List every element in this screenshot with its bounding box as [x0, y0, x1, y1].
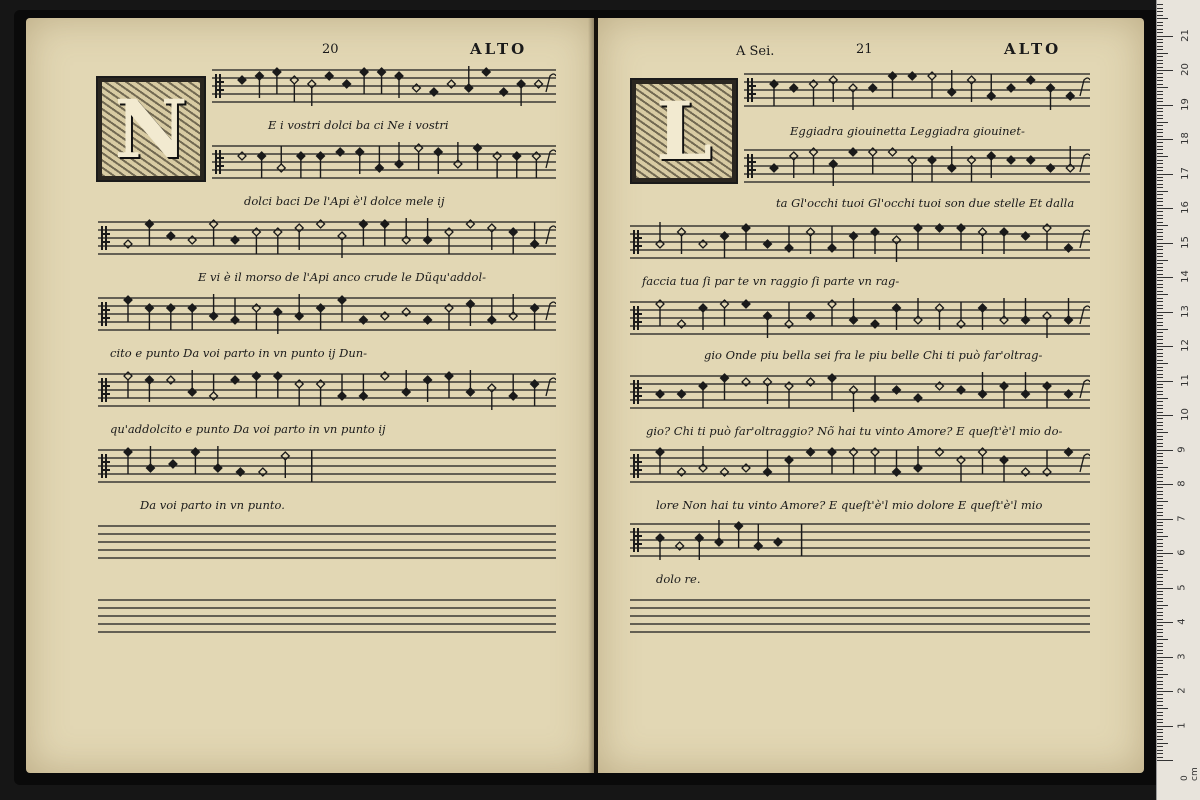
ruler-tick	[1157, 136, 1163, 137]
ruler-tick	[1157, 605, 1168, 606]
staff	[98, 218, 556, 258]
ruler-tick	[1157, 232, 1163, 233]
ruler-tick	[1157, 46, 1163, 47]
ruler-tick	[1157, 39, 1163, 40]
ruler-tick	[1157, 87, 1168, 88]
ruler-tick	[1157, 705, 1163, 706]
ruler-tick	[1157, 401, 1163, 402]
ruler-tick	[1157, 191, 1168, 192]
ruler-tick	[1157, 412, 1163, 413]
ruler-tick	[1157, 739, 1163, 740]
ruler-tick	[1157, 236, 1163, 237]
ruler-tick	[1157, 322, 1163, 323]
ruler-unit-label: 0 cm	[1180, 767, 1200, 781]
ruler-tick	[1157, 56, 1163, 57]
ruler-tick	[1157, 622, 1173, 623]
ruler-tick	[1157, 194, 1163, 195]
ruler-tick	[1157, 215, 1163, 216]
left-voice-title: ALTO	[470, 40, 528, 58]
ruler-tick	[1157, 177, 1163, 178]
ruler-tick	[1157, 474, 1163, 475]
ruler-tick	[1157, 108, 1163, 109]
ruler-number: 1	[1176, 721, 1188, 729]
ruler-tick	[1157, 581, 1163, 582]
ruler-tick	[1157, 222, 1163, 223]
ruler-tick	[1157, 291, 1163, 292]
ruler-tick	[1157, 115, 1163, 116]
ruler-tick	[1157, 329, 1168, 330]
ruler-tick	[1157, 439, 1163, 440]
ruler-tick	[1157, 101, 1163, 102]
ruler-tick	[1157, 563, 1163, 564]
ruler-tick	[1157, 256, 1163, 257]
ruler-number: 3	[1176, 652, 1188, 660]
ruler-tick	[1157, 29, 1163, 30]
ruler-tick	[1157, 343, 1163, 344]
ruler-tick	[1157, 667, 1163, 668]
ruler-tick	[1157, 615, 1163, 616]
ruler-tick	[1157, 619, 1163, 620]
ruler-tick	[1157, 129, 1163, 130]
staff	[98, 294, 556, 334]
ruler-number: 6	[1176, 549, 1188, 556]
staff	[744, 146, 1090, 186]
ruler-tick	[1157, 477, 1163, 478]
ruler-tick	[1157, 394, 1163, 395]
ruler-tick	[1157, 98, 1163, 99]
ruler-tick	[1157, 60, 1163, 61]
staff	[98, 446, 556, 486]
ruler-tick	[1157, 94, 1163, 95]
ruler-tick	[1157, 18, 1168, 19]
ruler-tick	[1157, 249, 1163, 250]
ruler-number: 10	[1179, 408, 1191, 421]
ruler-tick	[1157, 722, 1163, 723]
ruler-tick	[1157, 670, 1163, 671]
ruler-tick	[1157, 574, 1163, 575]
ruler-tick	[1157, 32, 1163, 33]
ruler-tick	[1157, 77, 1163, 78]
ruler-tick	[1157, 398, 1168, 399]
ruler-tick	[1157, 4, 1163, 5]
ruler-tick	[1157, 201, 1163, 202]
ruler-tick	[1157, 180, 1163, 181]
ruler-tick	[1157, 429, 1163, 430]
ruler-tick	[1157, 294, 1168, 295]
staff	[630, 520, 1090, 560]
ruler-number: 21	[1179, 28, 1191, 42]
ruler-tick	[1157, 384, 1163, 385]
ruler-tick	[1157, 308, 1163, 309]
ruler-tick	[1157, 318, 1163, 319]
ruler-tick	[1157, 715, 1163, 716]
ruler-tick	[1157, 146, 1163, 147]
ruler-tick	[1157, 346, 1173, 347]
ruler-tick	[1157, 629, 1163, 630]
ruler-tick	[1157, 601, 1163, 602]
ruler-tick	[1157, 187, 1163, 188]
ruler-tick	[1157, 139, 1173, 140]
ruler-tick	[1157, 381, 1173, 382]
ruler-tick	[1157, 218, 1163, 219]
ruler-tick	[1157, 450, 1173, 451]
ruler-tick	[1157, 532, 1163, 533]
ruler-tick	[1157, 750, 1163, 751]
ruler-tick	[1157, 349, 1163, 350]
staff	[630, 596, 1090, 636]
ruler-tick	[1157, 363, 1168, 364]
ruler-tick	[1157, 512, 1163, 513]
ruler-tick	[1157, 405, 1163, 406]
ruler-tick	[1157, 446, 1163, 447]
ruler-tick	[1157, 684, 1163, 685]
ruler-tick	[1157, 63, 1163, 64]
ruler-tick	[1157, 325, 1163, 326]
ruler-number: 18	[1179, 132, 1191, 145]
ruler-tick	[1157, 646, 1163, 647]
lyric-line: dolci baci De l'Api è'l dolce mele ij	[244, 194, 445, 208]
ruler-tick	[1157, 515, 1163, 516]
ruler-number: 8	[1176, 480, 1188, 487]
ruler-tick	[1157, 367, 1163, 368]
ruler-tick	[1157, 584, 1163, 585]
right-voice-title: ALTO	[1004, 40, 1062, 58]
staff	[630, 222, 1090, 262]
ruler-number: 14	[1179, 270, 1191, 283]
ruler-tick	[1157, 205, 1163, 206]
ruler-tick	[1157, 270, 1163, 271]
ruler-tick	[1157, 487, 1163, 488]
ruler-tick	[1157, 677, 1163, 678]
ruler-tick	[1157, 391, 1163, 392]
decorated-initial-n	[96, 76, 206, 182]
ruler-tick	[1157, 691, 1173, 692]
ruler-number: 20	[1179, 63, 1191, 76]
ruler-tick	[1157, 681, 1163, 682]
staff	[98, 596, 556, 636]
ruler-tick	[1157, 418, 1163, 419]
ruler-tick	[1157, 374, 1163, 375]
ruler-number: 17	[1179, 166, 1191, 180]
ruler-tick	[1157, 287, 1163, 288]
ruler-tick	[1157, 598, 1163, 599]
ruler-tick	[1157, 570, 1168, 571]
ruler-tick	[1157, 415, 1173, 416]
ruler-tick	[1157, 708, 1168, 709]
ruler-tick	[1157, 726, 1173, 727]
ruler-tick	[1157, 387, 1163, 388]
ruler-tick	[1157, 105, 1173, 106]
lyric-line: ta Gl'occhi tuoi Gl'occhi tuoi son due stelle Et dalla	[776, 196, 1075, 210]
staff	[744, 70, 1090, 110]
ruler-tick	[1157, 712, 1163, 713]
lyric-line: gio? Chi ti può far'oltraggio? Nõ hai tu vinto Amore? E queſt'è'l mio do-	[646, 424, 1063, 438]
ruler-tick	[1157, 277, 1173, 278]
ruler-tick	[1157, 211, 1163, 212]
measurement-ruler	[1156, 0, 1200, 800]
ruler-tick	[1157, 53, 1168, 54]
ruler-tick	[1157, 746, 1163, 747]
ruler-tick	[1157, 167, 1163, 168]
staff	[212, 66, 556, 106]
ruler-tick	[1157, 111, 1163, 112]
ruler-tick	[1157, 694, 1163, 695]
initial-letter: N	[114, 82, 188, 176]
lyric-line: E i vostri dolci ba ci Ne i vostri	[268, 118, 449, 132]
ruler-tick	[1157, 484, 1173, 485]
ruler-tick	[1157, 312, 1173, 313]
ruler-tick	[1157, 339, 1163, 340]
ruler-tick	[1157, 229, 1163, 230]
ruler-tick	[1157, 315, 1163, 316]
ruler-tick	[1157, 508, 1163, 509]
ruler-tick	[1157, 336, 1163, 337]
ruler-tick	[1157, 80, 1163, 81]
ruler-tick	[1157, 15, 1163, 16]
ruler-tick	[1157, 432, 1168, 433]
ruler-number: 11	[1179, 373, 1191, 387]
staff	[630, 372, 1090, 412]
ruler-tick	[1157, 184, 1163, 185]
ruler-tick	[1157, 425, 1163, 426]
ruler-tick	[1157, 653, 1163, 654]
ruler-tick	[1157, 729, 1163, 730]
ruler-tick	[1157, 650, 1163, 651]
right-page-number: 21	[856, 42, 873, 57]
ruler-tick	[1157, 501, 1168, 502]
ruler-tick	[1157, 198, 1163, 199]
lyric-line: lore Non hai tu vinto Amore? E queſt'è'l mio dolore E queſt'è'l mio	[656, 498, 1043, 512]
ruler-tick	[1157, 11, 1163, 12]
ruler-tick	[1157, 460, 1163, 461]
ruler-tick	[1157, 73, 1163, 74]
ruler-tick	[1157, 625, 1163, 626]
ruler-tick	[1157, 539, 1163, 540]
ruler-tick	[1157, 360, 1163, 361]
ruler-tick	[1157, 525, 1163, 526]
lyric-line: qu'addolcito e punto Da voi parto in vn punto ij	[110, 422, 386, 436]
ruler-tick	[1157, 453, 1163, 454]
ruler-tick	[1157, 643, 1163, 644]
lyric-line: cito e punto Da voi parto in vn punto ij Dun-	[110, 346, 368, 360]
lyric-line: faccia tua ſi par te vn raggio ſi parte vn rag-	[642, 274, 900, 288]
ruler-tick	[1157, 422, 1163, 423]
ruler-tick	[1157, 663, 1163, 664]
ruler-tick	[1157, 436, 1163, 437]
ruler-number: 5	[1176, 583, 1188, 591]
ruler-number: 9	[1176, 445, 1188, 453]
staff	[212, 142, 556, 182]
ruler-tick	[1157, 505, 1163, 506]
ruler-tick	[1157, 70, 1173, 71]
ruler-tick	[1157, 543, 1163, 544]
ruler-tick	[1157, 280, 1163, 281]
ruler-tick	[1157, 639, 1168, 640]
ruler-tick	[1157, 156, 1168, 157]
ruler-tick	[1157, 760, 1173, 761]
ruler-tick	[1157, 122, 1168, 123]
ruler-tick	[1157, 149, 1163, 150]
ruler-tick	[1157, 688, 1163, 689]
lyric-line: E vi è il morso de l'Api anco crude le Dũqu'addol-	[198, 270, 487, 284]
ruler-tick	[1157, 588, 1173, 589]
ruler-tick	[1157, 84, 1163, 85]
ruler-number: 13	[1179, 304, 1191, 318]
ruler-tick	[1157, 553, 1173, 554]
ruler-tick	[1157, 284, 1163, 285]
lyric-line: Eggiadra giouinetta Leggiadra giouinet-	[790, 124, 1025, 138]
ruler-tick	[1157, 170, 1163, 171]
ruler-tick	[1157, 660, 1163, 661]
ruler-tick	[1157, 470, 1163, 471]
ruler-tick	[1157, 8, 1163, 9]
ruler-number: 15	[1179, 235, 1191, 249]
left-page-number: 20	[322, 42, 339, 57]
lyric-line: Da voi parto in vn punto.	[140, 498, 285, 512]
decorated-initial-l	[630, 78, 738, 184]
ruler-tick	[1157, 743, 1168, 744]
ruler-tick	[1157, 353, 1163, 354]
ruler-tick	[1157, 36, 1173, 37]
ruler-tick	[1157, 253, 1163, 254]
ruler-tick	[1157, 239, 1163, 240]
lyric-line: gio Onde piu bella sei fra le piu belle Chi ti può far'oltrag-	[704, 348, 1043, 362]
ruler-tick	[1157, 153, 1163, 154]
ruler-number: 4	[1176, 618, 1188, 625]
ruler-tick	[1157, 301, 1163, 302]
ruler-tick	[1157, 49, 1163, 50]
ruler-tick	[1157, 546, 1163, 547]
ruler-tick	[1157, 463, 1163, 464]
ruler-tick	[1157, 608, 1163, 609]
ruler-tick	[1157, 591, 1163, 592]
ruler-tick	[1157, 377, 1163, 378]
ruler-tick	[1157, 674, 1168, 675]
ruler-tick	[1157, 22, 1163, 23]
ruler-tick	[1157, 332, 1163, 333]
ruler-tick	[1157, 163, 1163, 164]
ruler-tick	[1157, 632, 1163, 633]
ruler-tick	[1157, 160, 1163, 161]
ruler-tick	[1157, 522, 1163, 523]
ruler-tick	[1157, 125, 1163, 126]
ruler-tick	[1157, 732, 1163, 733]
ruler-tick	[1157, 698, 1163, 699]
ruler-tick	[1157, 556, 1163, 557]
ruler-tick	[1157, 274, 1163, 275]
lyric-line: dolo re.	[656, 572, 701, 586]
ruler-tick	[1157, 456, 1163, 457]
ruler-tick	[1157, 225, 1168, 226]
staff	[98, 522, 556, 562]
ruler-tick	[1157, 42, 1163, 43]
ruler-tick	[1157, 498, 1163, 499]
ruler-tick	[1157, 519, 1173, 520]
ruler-tick	[1157, 536, 1168, 537]
ruler-tick	[1157, 577, 1163, 578]
ruler-tick	[1157, 243, 1173, 244]
ruler-number: 7	[1176, 514, 1188, 522]
ruler-tick	[1157, 142, 1163, 143]
ruler-tick	[1157, 298, 1163, 299]
ruler-tick	[1157, 305, 1163, 306]
ruler-tick	[1157, 118, 1163, 119]
initial-letter: L	[655, 84, 713, 178]
ruler-tick	[1157, 757, 1163, 758]
ruler-tick	[1157, 560, 1163, 561]
ruler-tick	[1157, 246, 1163, 247]
ruler-tick	[1157, 67, 1163, 68]
ruler-tick	[1157, 263, 1163, 264]
ruler-tick	[1157, 753, 1163, 754]
ruler-tick	[1157, 719, 1163, 720]
ruler-tick	[1157, 594, 1163, 595]
ruler-tick	[1157, 481, 1163, 482]
ruler-tick	[1157, 612, 1163, 613]
ruler-tick	[1157, 132, 1163, 133]
ruler-tick	[1157, 408, 1163, 409]
ruler-tick	[1157, 736, 1163, 737]
ruler-tick	[1157, 491, 1163, 492]
ruler-tick	[1157, 356, 1163, 357]
ruler-tick	[1157, 267, 1163, 268]
ruler-number: 12	[1179, 339, 1191, 352]
ruler-tick	[1157, 567, 1163, 568]
ruler-tick	[1157, 208, 1173, 209]
right-subtitle: A Sei.	[736, 44, 775, 59]
ruler-number: 16	[1179, 201, 1191, 214]
ruler-tick	[1157, 174, 1173, 175]
ruler-number: 19	[1179, 97, 1191, 111]
ruler-tick	[1157, 260, 1168, 261]
ruler-tick	[1157, 701, 1163, 702]
ruler-tick	[1157, 529, 1163, 530]
ruler-tick	[1157, 467, 1168, 468]
ruler-tick	[1157, 443, 1163, 444]
ruler-tick	[1157, 657, 1173, 658]
ruler-tick	[1157, 550, 1163, 551]
staff	[98, 370, 556, 410]
ruler-number: 2	[1176, 687, 1188, 694]
ruler-tick	[1157, 25, 1163, 26]
ruler-tick	[1157, 370, 1163, 371]
ruler-tick	[1157, 636, 1163, 637]
staff	[630, 298, 1090, 338]
ruler-tick	[1157, 494, 1163, 495]
staff	[630, 446, 1090, 486]
ruler-tick	[1157, 91, 1163, 92]
